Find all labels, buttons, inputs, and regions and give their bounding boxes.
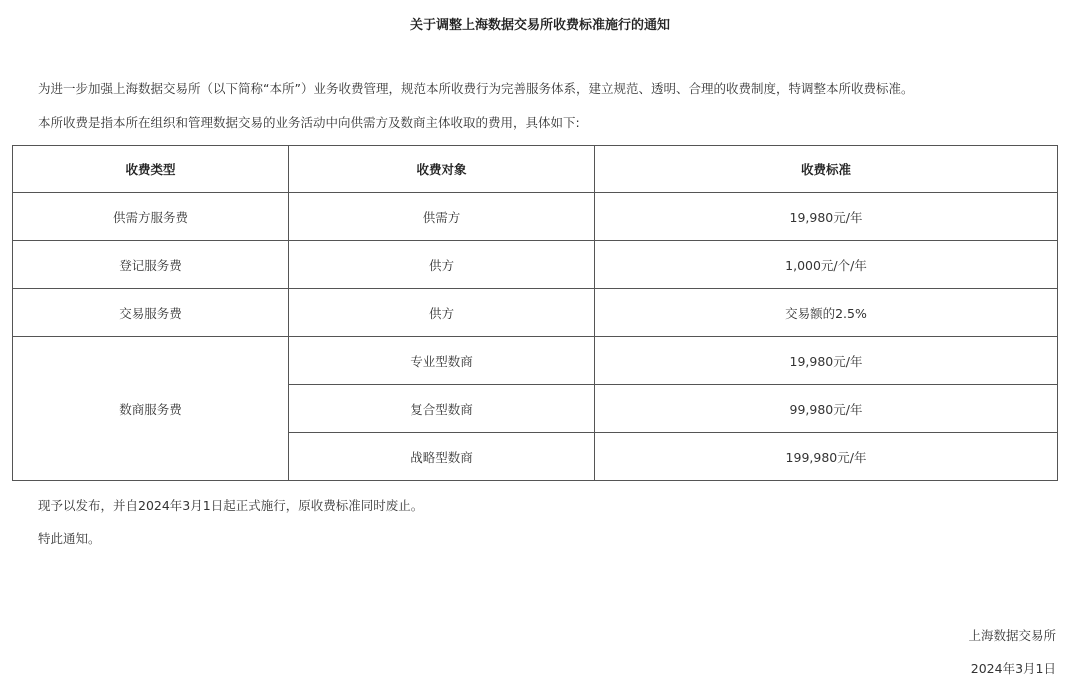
table-row	[13, 289, 1058, 337]
signature-organization: 上海数据交易所	[968, 628, 1056, 643]
effective-date-paragraph: 现予以发布，并自2024年3月1日起正式施行，原收费标准同时废止。	[38, 498, 424, 513]
header-fee-target: 收费对象	[289, 146, 595, 193]
table-row	[13, 241, 1058, 289]
fee-standard-cell: 19,980元/年	[595, 337, 1058, 385]
fee-standard-cell: 199,980元/年	[595, 433, 1058, 481]
signature-date: 2024年3月1日	[970, 661, 1056, 676]
table-row	[13, 193, 1058, 241]
scope-paragraph: 本所收费是指本所在组织和管理数据交易的业务活动中向供需方及数商主体收取的费用，具体如下:	[38, 115, 580, 130]
fee-target-cell: 供需方	[289, 193, 595, 241]
table-row	[13, 337, 1058, 385]
intro-paragraph: 为进一步加强上海数据交易所（以下简称“本所”）业务收费管理，规范本所收费行为完善服务体系，建立规范、透明、合理的收费制度，特调整本所收费标准。	[38, 81, 914, 96]
header-fee-type: 收费类型	[13, 146, 289, 193]
fee-standard-cell: 1,000元/个/年	[595, 241, 1058, 289]
fee-standard-cell: 交易额的2.5%	[595, 289, 1058, 337]
notice-title: 关于调整上海数据交易所收费标准施行的通知	[409, 18, 670, 33]
fee-type-cell: 交易服务费	[13, 289, 289, 337]
header-fee-standard: 收费标准	[595, 146, 1058, 193]
fee-table	[12, 145, 1058, 481]
fee-type-cell: 供需方服务费	[13, 193, 289, 241]
fee-type-cell: 登记服务费	[13, 241, 289, 289]
fee-target-cell: 战略型数商	[289, 433, 595, 481]
fee-standard-cell: 99,980元/年	[595, 385, 1058, 433]
fee-target-cell: 供方	[289, 289, 595, 337]
fee-type-cell-merged: 数商服务费	[13, 337, 289, 481]
fee-target-cell: 复合型数商	[289, 385, 595, 433]
table-header-row	[13, 146, 1058, 193]
fee-target-cell: 供方	[289, 241, 595, 289]
fee-standard-cell: 19,980元/年	[595, 193, 1058, 241]
fee-target-cell: 专业型数商	[289, 337, 595, 385]
closing-paragraph: 特此通知。	[38, 531, 101, 546]
